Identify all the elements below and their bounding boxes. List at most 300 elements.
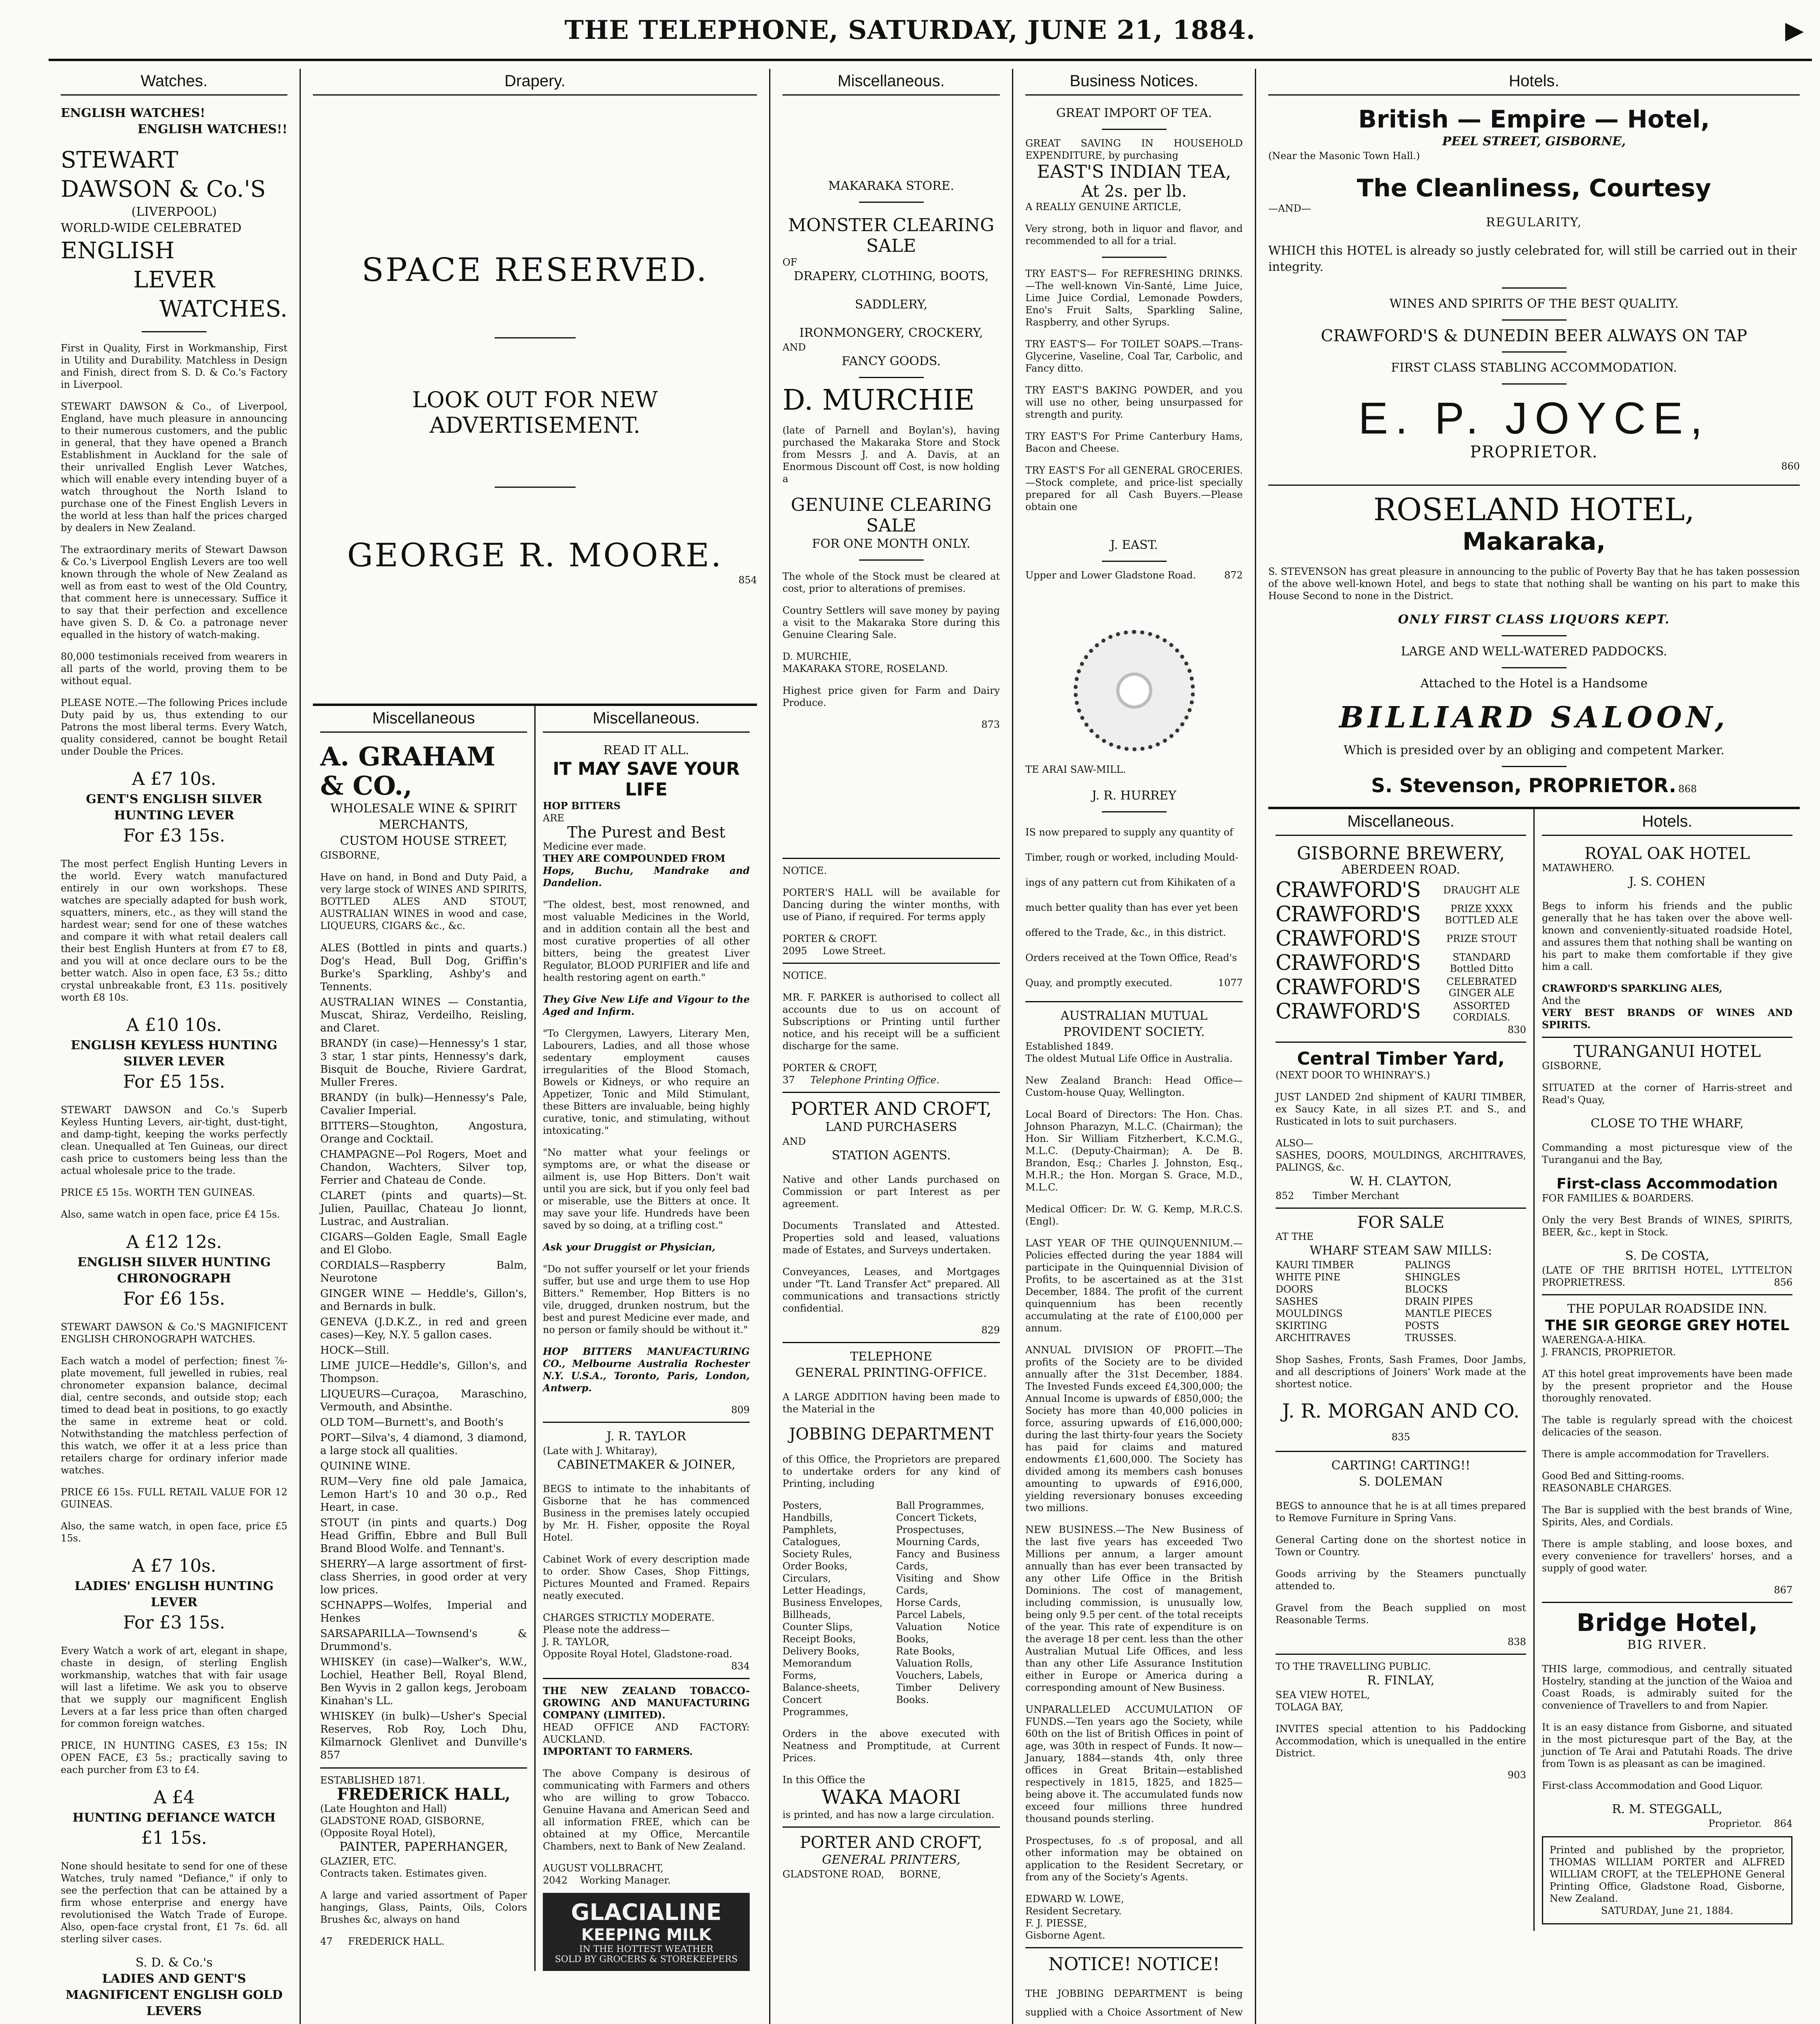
divider [1502, 635, 1567, 636]
murchie: D. MURCHIE [782, 383, 975, 417]
clayton-sign [1276, 1190, 1526, 1202]
attached: Attached to the Hotel is a Handsome [1420, 676, 1648, 691]
royal-oak: ROYAL OAK HOTEL [1584, 844, 1750, 863]
amp-society: AUSTRALIAN MUTUAL PROVIDENT SOCIETY. [1025, 1001, 1243, 1040]
divider [1102, 257, 1167, 258]
saw-blade-icon [1074, 630, 1195, 751]
english-word: ENGLISH [61, 238, 175, 264]
stabling: FIRST CLASS STABLING ACCOMMODATION. [1391, 361, 1677, 375]
printing-item: Balance-sheets, [782, 1682, 860, 1693]
seaview: SEA VIEW HOTEL, [1276, 1689, 1370, 1701]
general-printers: GENERAL PRINTERS, [822, 1853, 961, 1867]
ironmongery: IRONMONGERY, CROCKERY, [799, 326, 983, 340]
for-price: For £6 15s. [123, 1288, 225, 1309]
misc-subcolumn-a [313, 706, 534, 1971]
at-the: AT THE [1276, 1231, 1314, 1242]
francis: J. FRANCIS, PROPRIETOR. [1542, 1346, 1676, 1358]
printing-item: Rate Books, [896, 1646, 955, 1657]
read-it-all: READ IT ALL. [603, 743, 689, 757]
divider [1102, 561, 1167, 562]
watches-header: Watches. [61, 69, 287, 96]
ad-reference: 830 [1507, 1024, 1526, 1035]
established: Established 1849. [1025, 1041, 1114, 1052]
timber-item: SHINGLES [1405, 1271, 1461, 1283]
jobbing-text: of this Office, the Proprietors are prepared to undertake orders for any kind of Printing, including [782, 1454, 1000, 1489]
price-line: A £12 12s. [126, 1232, 222, 1252]
monster-sale: MONSTER CLEARING SALE [788, 215, 995, 256]
compounded: THEY ARE COMPOUNDED FROM [543, 853, 725, 864]
wine-item: CLARET (pints and quarts)—St. Julien, Pauillac, Chateau Jo lionnt, Lustrac, and Australian. [320, 1190, 527, 1228]
printing-item: Valuation Notice Books, [896, 1621, 1000, 1645]
try-easts: TRY EAST'S— For TOILET SOAPS.—Trans-Glycerine, Vaseline, Coal Tar, Carbolic, and Fancy ditto. [1025, 338, 1243, 374]
genuine: A REALLY GENUINE ARTICLE, [1025, 201, 1182, 213]
late: (Late Houghton and Hall) [320, 1803, 447, 1814]
watches-paragraph: The most perfect English Hunting Levers in the world. Every watch manufactured entirely in our own workshops. These watches are specially adapted for bush work, squatters, miners, etc., as they will stand the hardest wear; send for one of these watches and compare it with what retail dealers call their best English Hunters at from £7 to £8, and you will at once declare ours to be the better watch. Also in open face, £3 5s.; ditto crystal unbreakable front, £3 11s. positively worth £8 10s. [61, 858, 287, 1003]
goods: Goods arriving by the Steamers punctually attended to. [1276, 1568, 1526, 1592]
telephone: TELEPHONE [782, 1342, 1000, 1365]
divider [1502, 667, 1567, 668]
timber-list [1276, 1259, 1526, 1344]
hotels-subcolumn [1533, 809, 1800, 1931]
supply-line: Orders received at the Town Office, Read's [1025, 952, 1237, 963]
printing-list [782, 1499, 1000, 1718]
glacialine-ad [543, 1893, 750, 1971]
commanding: Commanding a most picturesque view of the Turanganui and the Bay, [1542, 1142, 1792, 1165]
de-costa-sign [1542, 1264, 1792, 1288]
crawford-row [1276, 975, 1526, 999]
wine-item: AUSTRALIAN WINES — Constantia, Muscat, Shiraz, Verdeilho, Reisling, and Claret. [320, 996, 527, 1034]
watches-paragraph: PRICE, IN HUNTING CASES, £3 15s; IN OPEN FACE, £3 5s.; practically saving to each purcher from £3 to £4. [61, 1740, 287, 1775]
are: ARE [543, 812, 564, 824]
glacialine-title: GLACIALINE [571, 1899, 722, 1926]
improvements: AT this hotel great improvements have been made by the present proprietor and the House thoroughly renovated. [1542, 1368, 1792, 1404]
travelling: TO THE TRAVELLING PUBLIC. [1276, 1654, 1526, 1673]
liverpool: (LIVERPOOL) [131, 205, 217, 219]
divider [1502, 319, 1567, 321]
printed: is printed, and has now a large circulation. [782, 1809, 995, 1820]
divider [1502, 287, 1567, 289]
medicine: Medicine ever made. [543, 841, 646, 852]
wine-item: BRANDY (in bulk)—Hennessy's Pale, Cavalier Imperial. [320, 1092, 527, 1117]
conveyances: Conveyances, Leases, and Mortgages under "Tt. Land Transfer Act" prepared. All communications and transactions strictly confidential. [782, 1266, 1000, 1314]
misc-header: Miscellaneous. [1276, 809, 1526, 836]
printing-item: Circulars, [782, 1573, 831, 1584]
try-easts: TRY EAST'S For Prime Canterbury Hams, Bacon and Cheese. [1025, 431, 1243, 454]
masthead-title: THE TELEPHONE, SATURDAY, JUNE 21, 1884. [564, 15, 1256, 45]
watches-paragraph: Every Watch a work of art, elegant in shape, chaste in design, of sterling English workmanship, watches that with fair usage will last a lifetime. We ask you to observe that we supply our magnificent English Levers at a far less price than often charged for common foreign watches. [61, 1645, 287, 1729]
look-out: LOOK OUT FOR NEW ADVERTISEMENT. [412, 387, 658, 438]
waerenga: WAERENGA-A-HIKA. [1542, 1334, 1646, 1346]
hop-bitters: HOP BITTERS [543, 800, 621, 812]
carting: CARTING! CARTING!! [1276, 1451, 1526, 1474]
wine-item: CORDIALS—Raspberry Balm, Neurotone [320, 1259, 527, 1284]
documents: Documents Translated and Attested. Properties sold and leased, valuations made of Estates, and Surveys undertaken. [782, 1220, 1000, 1256]
last-year: LAST YEAR OF THE QUINQUENNIUM.—Policies effected during the year 1884 will participate in the Quinquennial Division of Profits, to be ascertained as at the 31st December, 1884. The profit of the current quinquennium has been recently accumulating at the rate of £100,000 per annum. [1025, 1237, 1243, 1334]
business-column [1012, 69, 1255, 2024]
bar: The Bar is supplied with the best brands of Wine, Spirits, Ales, and Cordials. [1542, 1504, 1792, 1528]
wharf-mills: WHARF STEAM SAW MILLS: [1310, 1244, 1492, 1258]
watches-paragraph: PRICE £5 15s. WORTH TEN GUINEAS. [61, 1187, 255, 1198]
cabinetmaker: CABINETMAKER & JOINER, [557, 1458, 736, 1472]
stewart-dawson-brand: STEWART DAWSON & Co.'S [61, 147, 266, 202]
divider [1502, 383, 1567, 385]
cleanliness: The Cleanliness, Courtesy [1356, 174, 1712, 202]
bed: Good Bed and Sitting-rooms. [1542, 1470, 1684, 1482]
try-easts: TRY EAST'S— For REFRESHING DRINKS.—The well-known Vin-Santé, Lime Juice, Lime Juice Cordial, Lemonade Powders, Eno's Fruit Salts, Sparkling Saline, Raspberry, and other Syrups. [1025, 268, 1243, 328]
strong: Very strong, both in liquor and flavor, and recommended to all for a trial. [1025, 223, 1243, 247]
printing-item: Timber Delivery Books. [896, 1682, 1000, 1705]
cohen: J. S. COHEN [1629, 875, 1706, 889]
supply-line [1025, 970, 1243, 995]
parker-sign [782, 1074, 1000, 1086]
intro: Have on hand, in Bond and Duty Paid, a very large stock of WINES AND SPIRITS, BOTTLED ALES AND STOUT, AUSTRALIAN WINES in wood and case, LIQUEURS, CIGARS &c., &c. [320, 872, 527, 931]
crawford-name: CRAWFORD'S [1276, 999, 1420, 1024]
supply-line: ings of any pattern cut from Kihikaten of a [1025, 877, 1236, 888]
tea-price: At 2s. per lb. [1081, 182, 1187, 201]
misc-subcolumn-b [534, 706, 757, 1971]
divider [142, 331, 206, 332]
watches-word: WATCHES. [159, 296, 287, 322]
glacialine-weather: IN THE HOTTEST WEATHER [579, 1944, 714, 1954]
printing-item: Order Books, [782, 1561, 848, 1572]
whole-stock: The whole of the Stock must be cleared at cost, prior to alterations of premises. [782, 571, 1000, 594]
ad-reference: 809 [731, 1404, 750, 1416]
divider [859, 377, 924, 378]
printing-item: Catalogues, [782, 1536, 841, 1548]
business-header: Business Notices. [1025, 69, 1243, 96]
board: Local Board of Directors: The Hon. Chas. Johnson Pharazyn, M.L.C. (Chairman); the Hon. Sir William Fitzherbert, K.C.M.G., M.L.C. (Deputy-Chairman); A. De B. Brandon, Esq.; Charles J. Johnston, Esq., M.H.R.; the Hon. Morgan S. Grace, M.D., M.L.C. [1025, 1109, 1243, 1193]
timber-item: DOORS [1276, 1284, 1314, 1295]
station-agents: STATION AGENTS. [831, 1148, 951, 1163]
ad-reference: 873 [981, 719, 1000, 730]
watches-paragraph: Also, same watch in open face, price £4 15s. [61, 1209, 280, 1220]
charges: CHARGES STRICTLY MODERATE. [543, 1612, 714, 1623]
crawford: CRAWFORD'S & DUNEDIN BEER ALWAYS ON TAP [1320, 327, 1748, 345]
wine-item: BITTERS—Stoughton, Angostura, Orange and Cocktail. [320, 1120, 527, 1145]
lever-word: LEVER [133, 267, 215, 293]
crawford-row [1276, 951, 1526, 975]
crawford-name: CRAWFORD'S [1276, 975, 1420, 999]
whitaker: (Late with J. Whitaray), [543, 1445, 658, 1456]
english-watches-1: ENGLISH WATCHES! [61, 106, 206, 120]
english-watches-2: ENGLISH WATCHES!! [137, 122, 287, 136]
general-carting: General Carting done on the shortest notice in Town or Country. [1276, 1534, 1526, 1558]
wine-item: WHISKEY (in bulk)—Usher's Special Reserves, Rob Roy, Loch Dhu, Kilmarnock Glenlivet and Dunville's 857 [320, 1710, 527, 1761]
printing-item: Concert Programmes, [782, 1694, 848, 1718]
makaraka-store: MAKARAKA STORE. [828, 179, 955, 193]
crawford-ales: CRAWFORD'S SPARKLING ALES, [1542, 982, 1722, 994]
printing-item: Ball Programmes, [896, 1500, 984, 1511]
wine-item: OLD TOM—Burnett's, and Booth's [320, 1416, 504, 1429]
aberdeen: ABERDEEN ROAD. [1341, 863, 1461, 877]
accom: There is ample accommodation for Travellers. [1542, 1448, 1769, 1460]
also: ALSO— [1276, 1137, 1314, 1149]
wine-item: GINGER WINE — Heddle's, Gillon's, and Bernards in bulk. [320, 1288, 527, 1313]
regularity: REGULARITY, [1486, 215, 1582, 230]
price-line: A £7 10s. [132, 769, 217, 789]
wine-item: RUM—Very fine old pale Jamaica, Lemon Hart's 10 and 30 o.p., Red Heart, in case. [320, 1475, 527, 1514]
watches-column [49, 69, 300, 2024]
hall-sign [320, 1935, 527, 1947]
de-costa: S. De COSTA, [1625, 1249, 1709, 1263]
invites: INVITES special attention to his Paddocking Accommodation, which is unequalled in the entire District. [1276, 1723, 1526, 1759]
opposite: Opposite Royal Hotel, Gladstone-road. [543, 1648, 733, 1660]
printing-item: Posters, [782, 1500, 822, 1511]
general-printing: GENERAL PRINTING-OFFICE. [795, 1366, 987, 1380]
and-the: And the [1542, 995, 1581, 1006]
stevenson-proprietor: S. Stevenson, PROPRIETOR. [1371, 774, 1676, 797]
divider [1502, 351, 1567, 353]
gladstone-road: GLADSTONE ROAD, [782, 1869, 884, 1880]
printing-item: Mourning Cards, [896, 1536, 980, 1548]
turanganui: TURANGANUI HOTEL [1542, 1037, 1792, 1060]
morgan [1276, 1400, 1526, 1445]
quote: "Do not suffer yourself or let your friends suffer, but use and urge them to use Hop Bitters." Remember, Hop Bitters is no vile, drugged, drunken nostrum, but the best and purest Medicine ever made, and no person or family should be without it." [543, 1263, 750, 1335]
jobbing-department: JOBBING DEPARTMENT [789, 1425, 993, 1444]
timber-item: TRUSSES. [1405, 1332, 1456, 1344]
distance: It is an easy distance from Gisborne, and situated in the most picturesque part of the Bay, at the junction of Te Arai and Patutahi Roads. The drive from Town is as pleasant as can be imagined. [1542, 1722, 1792, 1769]
price-line: A £4 [153, 1787, 195, 1808]
divider [1502, 766, 1567, 767]
tobacco-body: The above Company is desirous of communicating with Farmers and others who are willing to grow Tobacco. Genuine Havana and American Seed and all information FREE, which can be obtained at my Office, Mercantile Chambers, next to Bank of New Zealand. [543, 1768, 750, 1852]
jobbing: THE JOBBING DEPARTMENT is being supplied with a Choice Assortment of New [1025, 1988, 1243, 2018]
divider [859, 202, 924, 203]
imprint-text: Printed and published by the proprietor, THOMAS WILLIAM PORTER and ALFRED WILLIAM CROFT, at the TELEPHONE General Printing Office, Gladstone Road, Gisborne, New Zealand. [1550, 1844, 1785, 1904]
new-business: NEW BUSINESS.—The New Business of the last five years has exceeded Two Millions per annum, a larger amount annually than has ever been transacted by any other Life Office in the British Dominions. The cost of management, including commission, is unusually low, being only 9.5 per cent. of the total receipts of the year. This rate of expenditure is on the average 18 per cent. less than the other Australian Mutual Life Offices, and less than any other Life Assurance Institution either in Europe or America during a corresponding amount of New Business. [1025, 1524, 1243, 1693]
ask-druggist: Ask your Druggist or Physician, [543, 1241, 716, 1253]
stevenson: S. STEVENSON has great pleasure in announcing to the public of Poverty Bay that he has taken possession of the above well-known Hotel, and begs to state that nothing shall be wanting on his part to make this House Second to none in the District. [1268, 566, 1800, 602]
watches-paragraph: PLEASE NOTE.—The following Prices include Duty paid by us, thus extending to our Patrons the most liberal terms. Every Watch, quality considered, cannot be bought Retail under Double the Prices. [61, 697, 287, 757]
stabling: There is ample stabling, and loose boxes, and every convenience for travellers' horses, and a supply of good water. [1542, 1538, 1792, 1574]
sd-co: S. D. & Co.'s [135, 1956, 213, 1970]
watches-paragraph: Also, the same watch, in open face, price £5 15s. [61, 1520, 287, 1544]
watches-paragraph: None should hesitate to send for one of these Watches, truly named "Defiance," if only to see the perfection that can be attained by a firm whose enterprise and energy have revolutionised the Watch Trade of Europe. Also, open-face crystal front, £1 7s. 6d. all sterling silver cases. [61, 1860, 287, 1945]
wine-item: LIQUEURS—Curaçoa, Maraschino, Vermouth, and Absinthe. [320, 1388, 527, 1413]
ad-reference: 854 [738, 574, 757, 586]
oldest: The oldest Mutual Life Office in Australia. [1025, 1053, 1233, 1064]
custom-house: CUSTOM HOUSE STREET, [340, 834, 508, 848]
timber-list-right [1405, 1259, 1527, 1344]
crawford-product: ASSORTED CORDIALS. [1453, 1000, 1510, 1023]
ad-reference: 860 [1781, 461, 1800, 472]
first-acc: First-class Accommodation and Good Liquor. [1542, 1780, 1763, 1791]
quote: "To Clergymen, Lawyers, Literary Men, Labourers, Ladies, and all those whose sedentary employment causes irregularities of the Blood Stomach, Bowels or Kidneys, or who require an Appetizer, Tonic and Mild Stimulant, these Bitters are invaluable, being highly curative, tonic, and stimulating, without intoxicating." [543, 1028, 750, 1136]
purest: The Purest and Best [567, 823, 725, 841]
ad-reference: 856 [1774, 1277, 1792, 1288]
printing-item: Counter Slips, [782, 1621, 853, 1633]
and: AND [782, 342, 806, 353]
ad-reference: 864 [1774, 1818, 1792, 1829]
upper-lower: Upper and Lower Gladstone Road. [1025, 570, 1196, 581]
supply-line: IS now prepared to supply any quantity of [1025, 827, 1233, 838]
graham-co: A. GRAHAM & CO., [320, 742, 495, 801]
ad-reference: 903 [1507, 1769, 1526, 1781]
steggall-sign [1542, 1818, 1792, 1830]
timber-item: MANTLE PIECES [1405, 1308, 1492, 1319]
ad-reference: 2042 [543, 1875, 568, 1886]
crawford-product: PRIZE STOUT [1446, 933, 1517, 944]
supply-line: Timber, rough or worked, including Mould- [1025, 852, 1239, 863]
timber-item: ARCHITRAVES [1276, 1332, 1351, 1344]
genuine-sale: GENUINE CLEARING SALE [791, 495, 992, 536]
porters-hall: PORTER'S HALL will be available for Dancing during the winter months, with use of Piano, if required. For terms apply [782, 887, 1000, 923]
for-price: For £5 15s. [123, 1072, 225, 1092]
road: GLADSTONE ROAD, GISBORNE, [320, 1815, 485, 1826]
shop-sashes: Shop Sashes, Fronts, Sash Frames, Door Jambs, and all descriptions of Joiners' Work made at the shortest notice. [1276, 1354, 1526, 1390]
crawford-product: PRIZE XXXX BOTTLED ALE [1445, 903, 1518, 926]
steggall: R. M. STEGGALL, [1612, 1802, 1722, 1816]
ad-reference: 838 [1507, 1636, 1526, 1648]
misc-header: Miscellaneous [320, 706, 527, 733]
porter-croft: PORTER & CROFT, [782, 1062, 878, 1074]
popular-inn: THE POPULAR ROADSIDE INN. [1542, 1294, 1792, 1317]
proprietor: PROPRIETOR. [1470, 443, 1598, 461]
for-price: For £3 15s. [123, 825, 225, 846]
watch-title: ENGLISH KEYLESS HUNTING SILVER LEVER [70, 1038, 278, 1069]
gravel: Gravel from the Beach supplied on most Reasonable Terms. [1276, 1602, 1526, 1626]
trade: PAINTER, PAPERHANGER, [339, 1840, 508, 1854]
makaraka: Makaraka, [1462, 527, 1606, 556]
printing-item: Letter Headings, [782, 1585, 866, 1596]
notice-notice: NOTICE! NOTICE! [1025, 1947, 1243, 1975]
opposite: (Opposite Royal Hotel), [320, 1827, 436, 1839]
tobacco: THE NEW ZEALAND TOBACCO-GROWING AND MANUFACTURING COMPANY (LIMITED). [543, 1678, 750, 1721]
lowe-street: Lowe Street. [823, 945, 886, 957]
jr-taylor: J. R. TAYLOR, [543, 1636, 610, 1648]
annual: ANNUAL DIVISION OF PROFIT.—The profits of the Society are to be divided annually after the 31st December, 1884. The Invested Funds exceed £4,300,000; the Annual Income is upwards of £850,000; the Society has more than 40,000 policies in force, assuring upwards of £16,000,000; during the last thirty-four years the Society has paid for claims and matured endowments £1,600,000. The Society has divided among its members cash bonuses amounting to upwards of £916,000, yielding reversionary bonuses exceeding two millions. [1025, 1344, 1243, 1514]
easts-tea: EAST'S INDIAN TEA, [1037, 162, 1231, 182]
timber-item: SASHES [1276, 1296, 1318, 1307]
medical: Medical Officer: Dr. W. G. Kemp, M.R.C.S. (Engl). [1025, 1203, 1243, 1227]
crawford-product: STANDARD Bottled Ditto [1450, 952, 1514, 974]
ad-reference: 1077 [1218, 977, 1243, 989]
watches-paragraph: PRICE £6 15s. FULL RETAIL VALUE FOR 12 GUINEAS. [61, 1486, 287, 1510]
frederick-hall: FREDERICK HALL, [337, 1785, 510, 1804]
watch-title: HUNTING DEFIANCE WATCH [72, 1811, 276, 1825]
watch-title: LADIES' ENGLISH HUNTING LEVER [74, 1579, 274, 1609]
murchie-sign: D. MURCHIE, [782, 651, 852, 662]
crawford-name: CRAWFORD'S [1276, 902, 1420, 927]
bridge-hotel: Bridge Hotel, [1542, 1602, 1792, 1637]
wine-item: HOCK—Still. [320, 1344, 389, 1356]
joyce: E. P. JOYCE, [1358, 393, 1710, 443]
supply-line: much better quality than has ever yet been [1025, 902, 1238, 913]
begs: BEGS to intimate to the inhabitants of Gisborne that he has commenced Business in the premises lately occupied by Mr. H. Fisher, opposite the Royal Hotel. [543, 1483, 750, 1543]
and: —AND— [1268, 203, 1311, 214]
and: AND [782, 1136, 806, 1147]
central-timber: Central Timber Yard, [1276, 1042, 1526, 1069]
british-empire: British — Empire — Hotel, [1358, 105, 1710, 134]
resident: Resident Secretary. [1025, 1905, 1122, 1917]
manufacturer: HOP BITTERS MANUFACTURING CO., Melbourne Australia Rochester N.Y. U.S.A., Toronto, Paris, London, Antwerp. [543, 1346, 750, 1394]
landed: JUST LANDED 2nd shipment of KAURI TIMBER, ex Saucy Kate, in all sizes P.T. and S., and Rusticated in lots to suit purchasers. [1276, 1091, 1526, 1127]
divider [1102, 811, 1167, 812]
proprietor: Proprietor. [1708, 1818, 1762, 1829]
hurrey: J. R. HURREY [1092, 789, 1176, 803]
manager: Working Manager. [580, 1875, 671, 1886]
divider [1102, 129, 1167, 130]
unparalleled: UNPARALLELED ACCUMULATION OF FUNDS.—Ten years ago the Society, while 60th on the list of British Offices in point of age, was 30th in respect of Funds. It now—January, 1884—stands 4th, only three offices in Great Britain—established respectively in 1815, 1825, and 1825—being above it. The accumulated funds now exceed four millions three hundred thousand pounds sterling. [1025, 1704, 1243, 1824]
merchant: Timber Merchant [1312, 1190, 1399, 1201]
wine-item: SCHNAPPS—Wolfes, Imperial and Henkes [320, 1599, 527, 1624]
only-best: Only the very Best Brands of WINES, SPIRITS, BEER, &c., kept in Stock. [1542, 1214, 1792, 1238]
finlay: R. FINLAY, [1367, 1673, 1435, 1688]
big-river: BIG RIVER. [1627, 1638, 1707, 1652]
taylor: J. R. TAYLOR [543, 1422, 750, 1445]
supply-line: offered to the Trade, &c., in this district. [1025, 927, 1226, 938]
wine-item: WHISKEY (in case)—Walker's, W.W., Lochiel, Heather Bell, Royal Blend, Ben Wyvis in 2 gallon kegs, Jeroboam Kinahan's LL. [320, 1656, 527, 1707]
wholesale: WHOLESALE WINE & SPIRIT [330, 802, 517, 816]
space-reserved: SPACE RESERVED. [361, 251, 708, 289]
tolaga: TOLAGA BAY, [1276, 1701, 1344, 1713]
printing-item: Valuation Rolls, [896, 1658, 973, 1669]
watch-title: ENGLISH SILVER HUNTING CHRONOGRAPH [77, 1255, 271, 1286]
roseland: ROSELAND HOTEL, [1268, 485, 1800, 527]
very-best: VERY BEST BRANDS OF WINES AND SPIRITS. [1542, 1007, 1792, 1031]
new-life: They Give New Life and Vigour to the Aged and Infirm. [543, 993, 750, 1017]
watch-title: GENT'S ENGLISH SILVER HUNTING LEVER [86, 792, 262, 823]
cursor-arrow-icon: ▶ [1785, 16, 1804, 45]
gisborne: GISBORNE, [1542, 1060, 1602, 1072]
vollbracht: AUGUST VOLLBRACHT, [543, 1862, 663, 1874]
begs: BEGS to announce that he is at all times prepared to Remove Furniture in Spring Vans. [1276, 1500, 1526, 1524]
misc-subcolumn [1268, 809, 1533, 1931]
watches-paragraph: STEWART DAWSON & Co.'S MAGNIFICENT ENGLISH CHRONOGRAPH WATCHES. [61, 1321, 287, 1345]
try-easts: TRY EAST'S BAKING POWDER, and you will use no other, being unsurpassed for strength and purity. [1025, 385, 1243, 420]
ad-reference: 867 [1774, 1584, 1792, 1596]
work: Cabinet Work of every description made to order. Show Cases, Shop Fittings, Pictures Mounted and Framed. Repairs neatly executed. [543, 1554, 750, 1601]
highest-price: Highest price given for Farm and Dairy Produce. [782, 685, 1000, 708]
paddocks: LARGE AND WELL-WATERED PADDOCKS. [1401, 644, 1667, 659]
printing-item: Billheads, [782, 1609, 831, 1620]
borne: BORNE, [899, 1869, 941, 1880]
important: IMPORTANT TO FARMERS. [543, 1745, 693, 1757]
imprint-date: SATURDAY, June 21, 1884. [1601, 1905, 1734, 1916]
crawford-name: CRAWFORD'S [1276, 927, 1420, 951]
store-sign: MAKARAKA STORE, ROSELAND. [782, 663, 948, 674]
wine-item: GENEVA (J.D.K.Z., in red and green cases)—Key, N.Y. 5 gallon cases. [320, 1316, 527, 1341]
printers-address [782, 1868, 1000, 1880]
country-settlers: Country Settlers will save money by paying a visit to the Makaraka Store during this Genuine Clearing Sale. [782, 605, 1000, 640]
glacialine-keeping: KEEPING MILK [581, 1926, 712, 1944]
misc-header: Miscellaneous. [543, 706, 750, 733]
watches-paragraph: The extraordinary merits of Stewart Dawson & Co.'s Liverpool English Levers are too well known through the whole of New Zealand as well as from east to west of the Old Country, that comment here is unnecessary. Suffice it to say that their perfection and excellence have given S. D. & Co. a patronage never equalled in the history of watch-making. [61, 544, 287, 640]
tpo: Telephone Printing Office. [810, 1074, 940, 1086]
close-wharf: CLOSE TO THE WHARF, [1590, 1116, 1744, 1131]
porter-and-croft: PORTER AND CROFT, [782, 1826, 1000, 1852]
lowe: EDWARD W. LOWE, [1025, 1893, 1124, 1905]
tobacco-sign [543, 1874, 750, 1886]
george-grey: THE SIR GEORGE GREY HOTEL [1545, 1317, 1790, 1334]
porter-sign [782, 945, 1000, 957]
misc-column [769, 69, 1012, 2024]
saving: GREAT SAVING IN HOUSEHOLD EXPENDITURE, by purchasing [1025, 138, 1243, 161]
tea-import: GREAT IMPORT OF TEA. [1056, 106, 1212, 120]
agent: Gisborne Agent. [1025, 1930, 1106, 1941]
printing-item: Society Rules, [782, 1548, 853, 1560]
ingredients: Hops, Buchu, Mandrake and Dandelion. [543, 865, 750, 889]
timber-item: POSTS [1405, 1320, 1439, 1331]
wines: WINES AND SPIRITS OF THE BEST QUALITY. [1389, 297, 1679, 311]
crawford-row [1276, 902, 1526, 927]
printing-item: Prospectuses, [896, 1524, 965, 1535]
note: Please note the address— [543, 1624, 670, 1635]
which: WHICH this HOTEL is already so justly celebrated for, will still be carried out in their integrity. [1268, 244, 1797, 274]
late-british: (LATE OF THE BRITISH HOTEL, LYTTELTON PROPRIETRESS. [1542, 1265, 1792, 1288]
office: HEAD OFFICE AND FACTORY: AUCKLAND. [543, 1722, 750, 1745]
parker: MR. F. PARKER is authorised to collect all accounts due to us on account of Subscriptions or Printing until further notice, and his receipt will be a sufficient discharge for the same. [782, 992, 1000, 1052]
notice: NOTICE. [782, 963, 1000, 982]
